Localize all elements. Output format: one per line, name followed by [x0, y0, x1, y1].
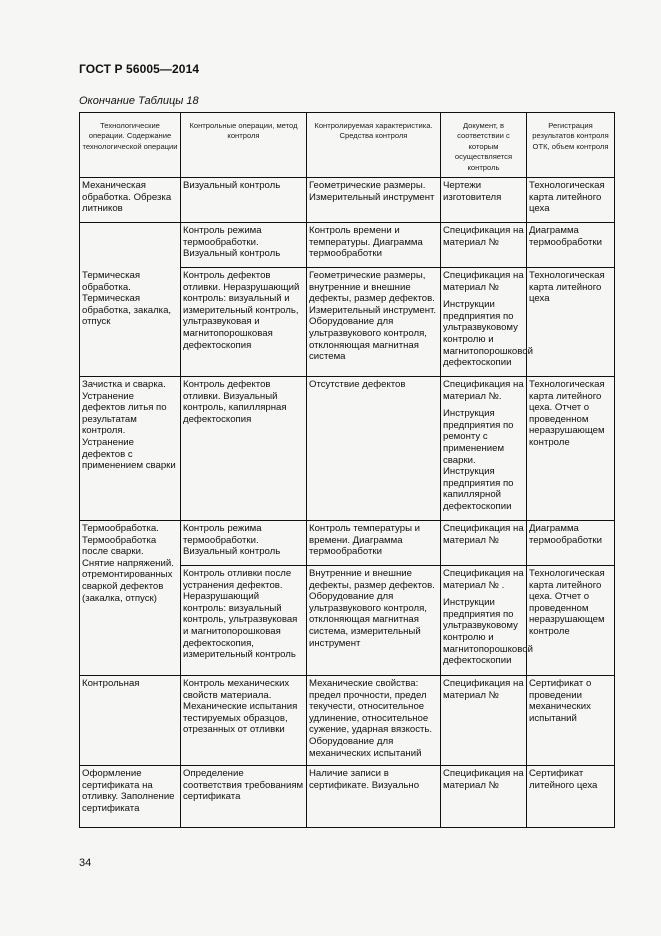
document-line: Инструкция предприятия по капиллярной дефектоскопии	[443, 466, 514, 512]
control-cell: Контроль режима термообработки. Визуальный контроль	[181, 223, 307, 268]
table-row	[80, 377, 615, 521]
characteristic-cell: Отсутствие дефектов	[307, 377, 441, 521]
document-cell	[441, 566, 533, 676]
document-title: ГОСТ Р 56005—2014	[79, 62, 200, 76]
document-cell: Спецификация на материал №	[441, 223, 527, 268]
table-18	[79, 112, 615, 828]
column-header-registration: Регистрация результатов контроля ОТК, объем контроля	[527, 113, 615, 178]
table-row	[80, 178, 615, 223]
column-header-characteristic: Контролируемая характеристика. Средства контроля	[307, 113, 441, 178]
stage-cell: Термическая обработка. Термическая обработка, закалка, отпуск	[80, 223, 181, 377]
registration-cell: Сертификат литейного цеха	[527, 766, 615, 828]
characteristic-cell: Контроль температуры и времени. Диаграмма термообработки	[307, 521, 441, 566]
registration-cell: Диаграмма термообработки	[527, 521, 615, 566]
characteristic-cell: Контроль времени и температуры. Диаграмма термообработки	[307, 223, 441, 268]
page-number: 34	[79, 857, 92, 869]
stage-cell: Зачистка и сварка. Устранение дефектов литья по результатам контроля. Устранение дефектов с применением сварки	[80, 377, 181, 521]
document-cell	[441, 377, 527, 521]
table-row	[80, 223, 615, 268]
registration-cell: Технологическая карта литейного цеха. Отчет о проведенном неразрушающем контроле	[527, 377, 615, 521]
document-line: Инструкция предприятия по ремонту с применением сварки.	[443, 408, 514, 466]
table-row	[80, 521, 615, 566]
document-line: Спецификация на материал №.	[443, 379, 524, 402]
registration-cell: Технологическая карта литейного цеха	[527, 268, 615, 377]
table-row	[80, 676, 615, 766]
document-line: Спецификация на материал № .	[443, 568, 524, 591]
stage-cell: Оформление сертификата на отливку. Заполнение сертификата	[80, 766, 181, 828]
registration-cell: Сертификат о проведении механических испытаний	[527, 676, 615, 766]
registration-cell: Диаграмма термообработки	[527, 223, 615, 268]
characteristic-cell: Внутренние и внешние дефекты, размер дефектов. Оборудование для ультразвукового контроля, отклоняющая магнитная система, измерительный инструмент	[307, 566, 441, 676]
characteristic-cell: Наличие записи в сертификате. Визуально	[307, 766, 441, 828]
characteristic-cell: Механические свойства: предел прочности, предел текучести, относительное удлинение, относительное сужение, ударная вязкость. Оборудование для механических испытаний	[307, 676, 441, 766]
document-line: Спецификация на материал №	[443, 270, 524, 293]
document-cell: Спецификация на материал №	[441, 766, 527, 828]
document-line: Инструкции предприятия по ультразвуковому контролю и магнитопорошковой дефектоскопии	[443, 299, 533, 369]
document-cell	[441, 268, 533, 377]
document-line: Инструкции предприятия по ультразвуковому контролю и магнитопорошковой дефектоскопии	[443, 597, 533, 667]
stage-cell: Контрольная	[80, 676, 181, 766]
characteristic-cell: Геометрические размеры. Измерительный инструмент	[307, 178, 441, 223]
document-cell: Спецификация на материал №	[441, 521, 527, 566]
control-cell: Контроль механических свойств материала. Механические испытания тестируемых образцов, отрезанных от отливки	[181, 676, 307, 766]
column-header-control: Контрольные операции, метод контроля	[181, 113, 307, 178]
document-cell: Чертежи изготовителя	[441, 178, 527, 223]
table-caption: Окончание Таблицы 18	[79, 95, 199, 107]
column-header-document: Документ, в соответствии с которым осуществляется контроль	[441, 113, 527, 178]
registration-cell: Технологическая карта литейного цеха. Отчет о проведенном неразрушающем контроле	[527, 566, 615, 676]
control-cell: Контроль режима термообработки. Визуальный контроль	[181, 521, 307, 566]
table-header-row	[80, 113, 615, 178]
control-cell: Контроль дефектов отливки. Визуальный контроль, капиллярная дефектоскопия	[181, 377, 307, 521]
table-row	[80, 766, 615, 828]
control-cell: Контроль дефектов отливки. Неразрушающий контроль: визуальный и измерительный контроль, ультразвуковая и магнитопорошковая дефектоскопия	[181, 268, 307, 377]
registration-cell: Технологическая карта литейного цеха	[527, 178, 615, 223]
control-cell: Определение соответствия требованиям сертификата	[181, 766, 307, 828]
stage-cell: Термообработка. Термообработка после сварки. Снятие напряжений. отремонтированных сваркой дефектов (закалка, отпуск)	[80, 521, 181, 676]
characteristic-cell: Геометрические размеры, внутренние и внешние дефекты, размер дефектов. Измерительный инструмент. Оборудование для ультразвукового контроля, отклоняющая магнитная система	[307, 268, 441, 377]
column-header-operation: Технологические операции. Содержание технологической операции	[80, 113, 181, 178]
control-cell: Контроль отливки после устранения дефектов. Неразрушающий контроль: визуальный контроль, ультразвуковая и магнитопорошковая дефектоскопия, измерительный контроль	[181, 566, 307, 676]
control-cell: Визуальный контроль	[181, 178, 307, 223]
stage-cell: Механическая обработка. Обрезка литников	[80, 178, 181, 223]
document-cell: Спецификация на материал №	[441, 676, 527, 766]
